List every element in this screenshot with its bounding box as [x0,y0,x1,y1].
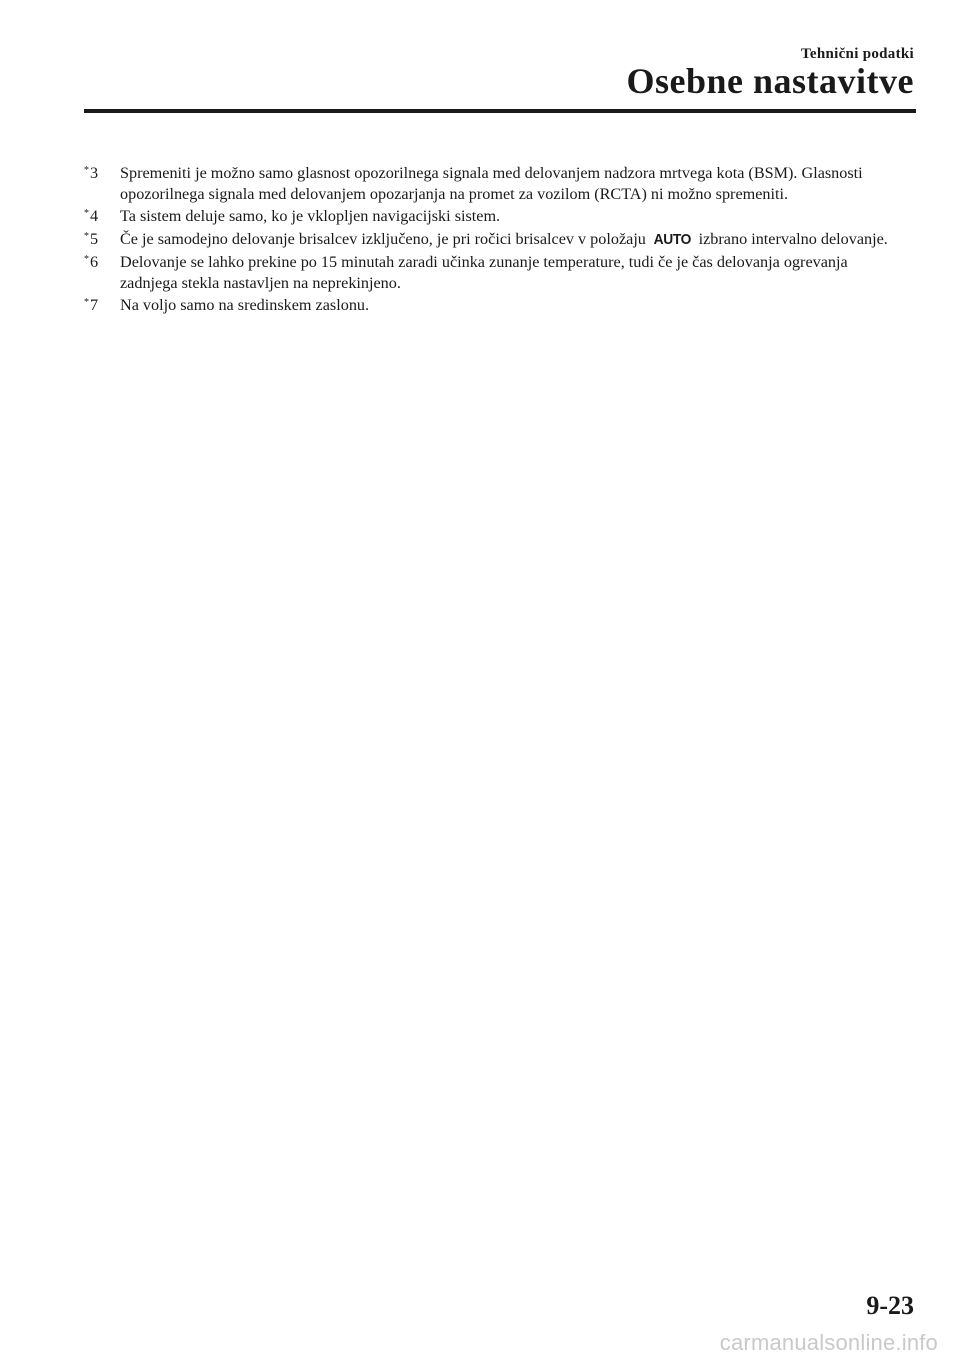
page-number: 9-23 [866,1291,914,1320]
footnote-4 [84,206,904,229]
header-divider [84,109,916,113]
footnote-marker: *7 [84,295,99,314]
footnote-marker: *6 [84,253,99,272]
auto-symbol-icon: AUTO [653,230,691,248]
footnote-text: Na voljo samo na sredinskem zaslonu. [120,295,370,314]
footnote-3 [84,163,904,206]
footnotes [84,163,904,318]
footnote-7 [84,295,904,318]
footnote-marker: *5 [84,229,99,248]
footnote-text: Spremeniti je možno samo glasnost opozorilnega signala med delovanjem nadzora mrtvega kota (BSM). Glasnosti opozorilnega signala med delovanjem opozarjanja na promet za vozilom (RCTA) ni možno spremeniti. [120,164,863,204]
footnote-marker: *4 [84,206,99,225]
footnote-6 [84,252,904,295]
section-name: Tehnični podatki [800,46,914,62]
footnote-5 [84,229,904,252]
footnote-text: Če je samodejno delovanje brisalcev izključeno, je pri ročici brisalcev v položaju AUTO izbrano intervalno delovanje. [120,229,904,250]
footnote-text: Delovanje se lahko prekine po 15 minutah zaradi učinka zunanje temperature, tudi če je čas delovanja ogrevanja zadnjega stekla nastavljen na neprekinjeno. [120,253,848,293]
page-title: Osebne nastavitve [626,61,914,101]
footnote-marker: *3 [84,164,99,182]
footnote-text: Ta sistem deluje samo, ko je vklopljen navigacijski sistem. [120,206,501,225]
watermark: carmanualsonline.info [719,1330,938,1355]
